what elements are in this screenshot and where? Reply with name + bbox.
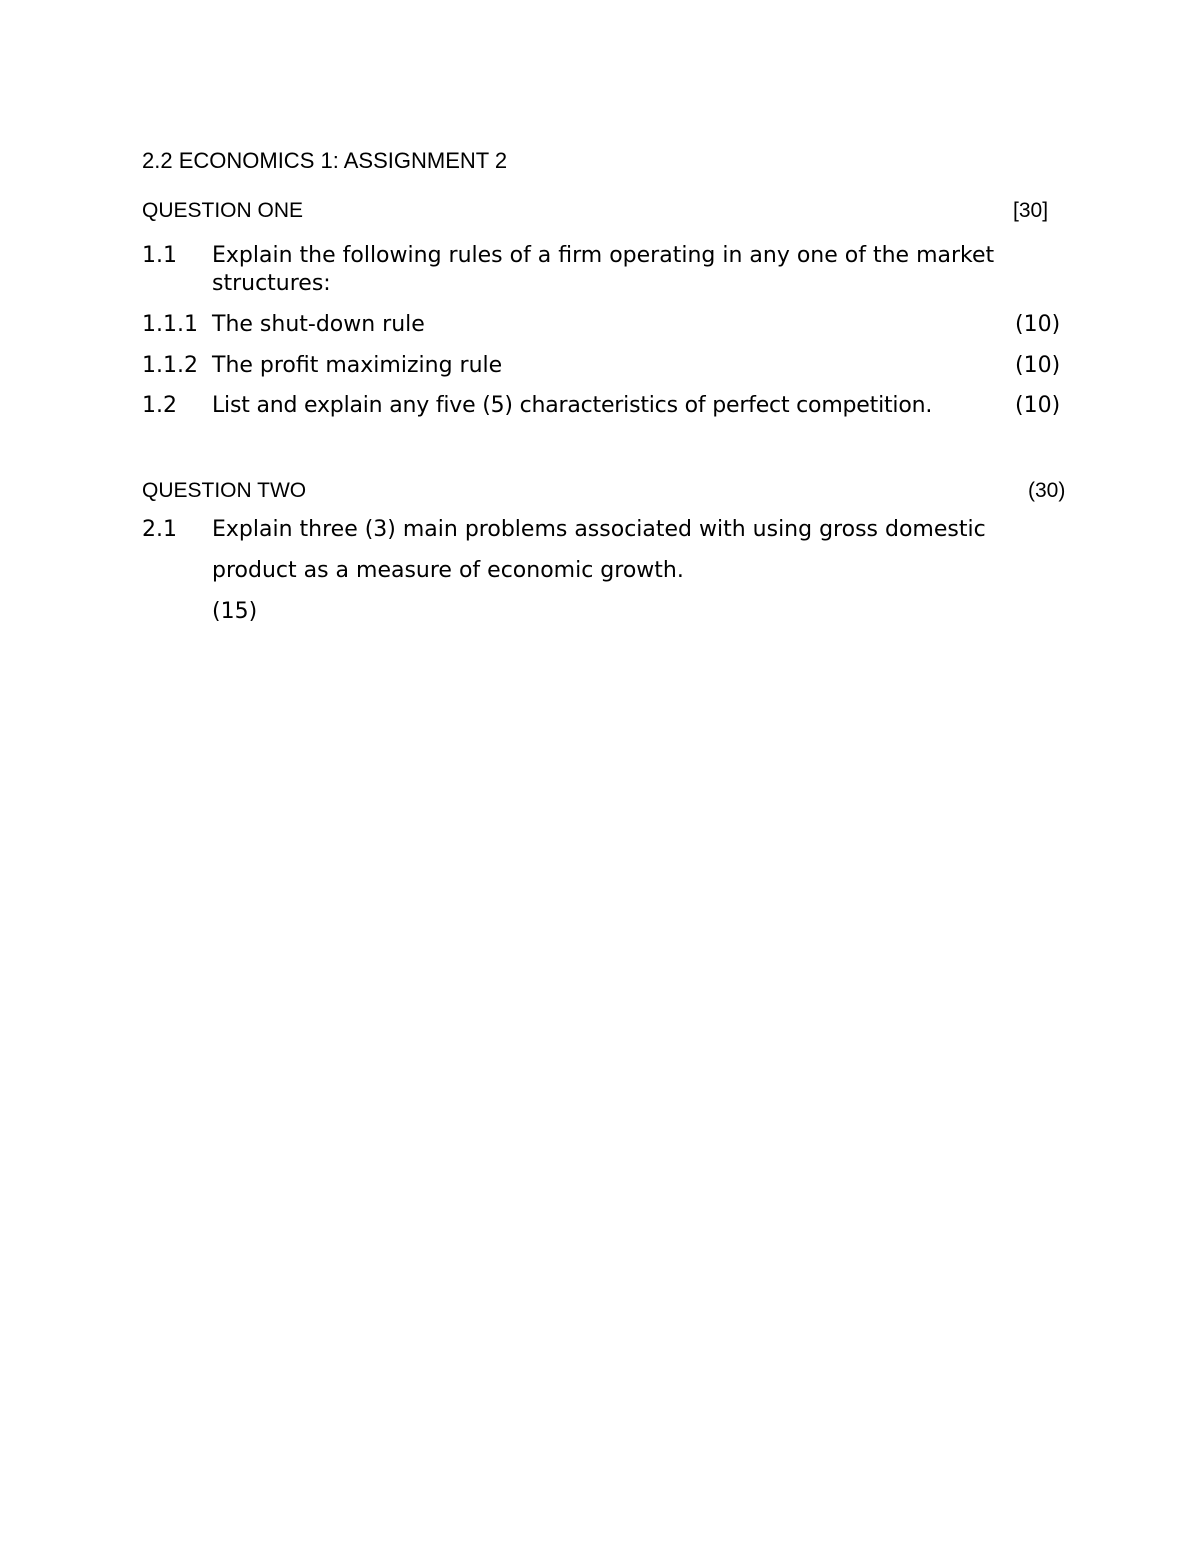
document-title: 2.2 ECONOMICS 1: ASSIGNMENT 2 [142,148,508,173]
item-text-2-1-line2: product as a measure of economic growth. [212,558,684,583]
item-number-2-1: 2.1 [142,517,177,542]
item-number-1-1-1: 1.1.1 [142,312,198,337]
item-text-1-1-2: The profit maximizing rule [212,353,503,378]
item-marks-2-1: (15) [212,599,258,624]
question-one-heading: QUESTION ONE [142,199,304,222]
item-text-1-2: List and explain any five (5) characteristics of perfect competition. [212,393,933,418]
item-marks-1-2: (10) [1015,393,1061,418]
question-two-total: (30) [1028,479,1066,502]
item-marks-1-1-2: (10) [1015,353,1061,378]
item-marks-1-1-1: (10) [1015,312,1061,337]
item-text-1-1-1: The shut-down rule [212,312,425,337]
item-text-1-1-line2: structures: [212,271,331,296]
item-number-1-2: 1.2 [142,393,177,418]
item-number-1-1: 1.1 [142,243,177,268]
question-two-heading: QUESTION TWO [142,479,307,502]
question-one-total: [30] [1013,199,1049,222]
item-text-2-1-line1: Explain three (3) main problems associated with using gross domestic [212,517,986,542]
item-number-1-1-2: 1.1.2 [142,353,198,378]
item-text-1-1-line1: Explain the following rules of a firm operating in any one of the market [212,243,995,268]
